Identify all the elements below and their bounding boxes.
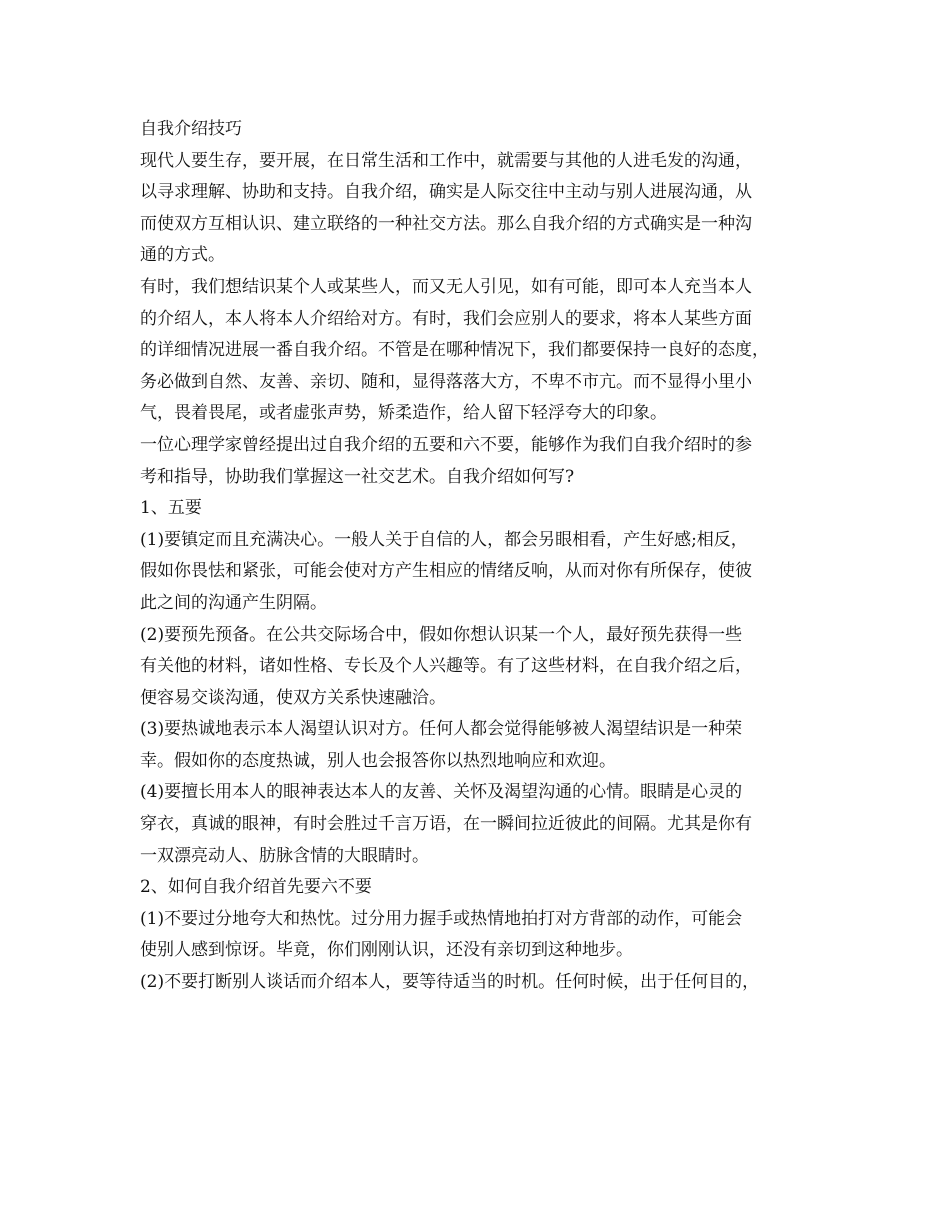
text-line: (1)要镇定而且充满决心。一般人关于自信的人，都会另眼相看，产生好感;相反， [140, 529, 748, 550]
text-line: (2)不要打断别人谈话而介绍本人，要等待适当的时机。任何时候，出于任何目的， [140, 972, 760, 993]
text-line: 幸。假如你的态度热诚，别人也会报答你以热烈地响应和欢迎。 [140, 750, 616, 771]
text-line: 气，畏着畏尾，或者虚张声势，矫柔造作，给人留下轻浮夸大的印象。 [140, 403, 667, 424]
text-line: 的介绍人，本人将本人介绍给对方。有时，我们会应别人的要求，将本人某些方面 [140, 308, 752, 329]
text-line: (3)要热诚地表示本人渴望认识对方。任何人都会觉得能够被人渴望结识是一种荣 [140, 719, 743, 740]
document-body [140, 114, 830, 999]
text-line: 一位心理学家曾经提出过自我介绍的五要和六不要，能够作为我们自我介绍时的参 [140, 434, 752, 455]
text-line: 一双漂亮动人、肪脉含情的大眼睛时。 [140, 845, 429, 866]
text-line: 有时，我们想结识某个人或某些人，而又无人引见，如有可能，即可本人充当本人 [140, 276, 752, 297]
section-heading: 2、如何自我介绍首先要六不要 [140, 877, 372, 898]
text-line: (1)不要过分地夸大和热忱。过分用力握手或热情地拍打对方背部的动作，可能会 [140, 908, 743, 929]
text-line: 便容易交谈沟通，使双方关系快速融洽。 [140, 687, 446, 708]
text-line: 考和指导，协助我们掌握这一社交艺术。自我介绍如何写? [140, 466, 575, 487]
text-line: 以寻求理解、协助和支持。自我介绍，确实是人际交往中主动与别人进展沟通，从 [140, 182, 752, 203]
text-line: 假如你畏怯和紧张，可能会使对方产生相应的情绪反响，从而对你有所保存，使彼 [140, 561, 752, 582]
text-line: 的详细情况进展一番自我介绍。不管是在哪种情况下，我们都要保持一良好的态度， [140, 340, 769, 361]
text-line: (2)要预先预备。在公共交际场合中，假如你想认识某一个人，最好预先获得一些 [140, 624, 743, 645]
text-line: (4)要擅长用本人的眼神表达本人的友善、关怀及渴望沟通的心情。眼睛是心灵的 [140, 782, 743, 803]
text-line: 现代人要生存，要开展，在日常生活和工作中，就需要与其他的人进毛发的沟通， [140, 150, 752, 171]
text-line: 穿衣，真诚的眼神，有时会胜过千言万语，在一瞬间拉近彼此的间隔。尤其是你有 [140, 814, 752, 835]
section-heading: 1、五要 [140, 498, 202, 519]
text-line: 有关他的材料，诸如性格、专长及个人兴趣等。有了这些材料，在自我介绍之后， [140, 656, 752, 677]
document-title: 自我介绍技巧 [140, 119, 242, 139]
text-line: 而使双方互相认识、建立联络的一种社交方法。那么自我介绍的方式确实是一种沟 [140, 213, 752, 234]
text-line: 务必做到自然、友善、亲切、随和，显得落落大方，不卑不市亢。而不显得小里小 [140, 371, 752, 392]
text-line: 此之间的沟通产生阴隔。 [140, 592, 327, 613]
text-line: 通的方式。 [140, 245, 225, 266]
text-line: 使别人感到惊讶。毕竟，你们刚刚认识，还没有亲切到这种地步。 [140, 940, 633, 961]
